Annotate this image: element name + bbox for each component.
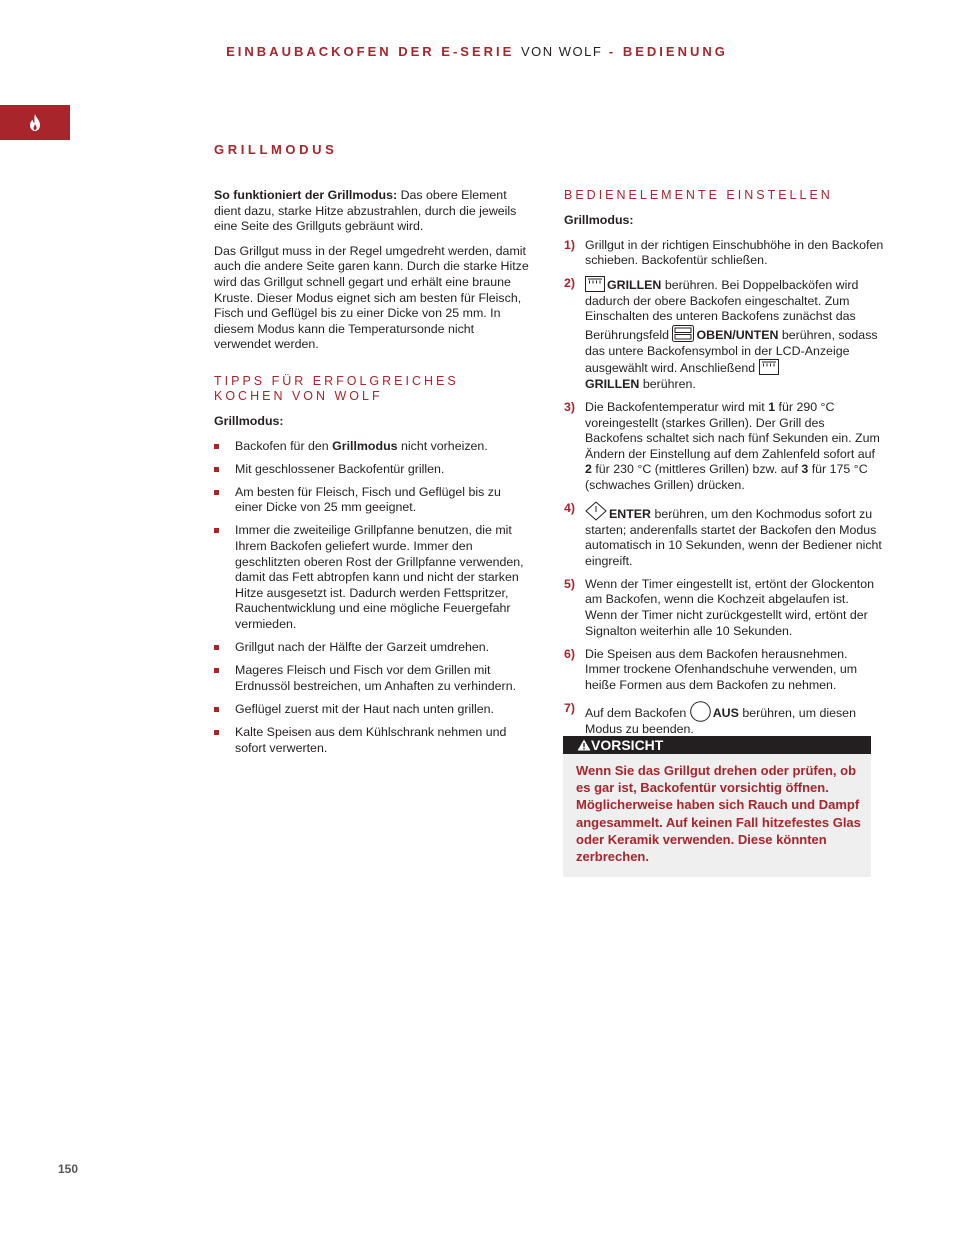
list-item — [214, 439, 530, 455]
step-text: Auf dem Backofen — [585, 706, 690, 721]
header-section: - BEDIENUNG — [608, 44, 728, 59]
step-text: für 175 °C (schwaches Grillen) drücken. — [585, 462, 868, 492]
tip-text: Grillgut nach der Hälfte der Garzeit umdrehen. — [235, 640, 490, 655]
step-text: berühren. — [639, 376, 696, 391]
bullet-square-icon — [214, 707, 219, 712]
tip-text: Kalte Speisen aus dem Kühlschrank nehmen und sofort verwerten. — [235, 724, 507, 755]
step-bold: ENTER — [609, 507, 651, 521]
broil-icon — [585, 276, 605, 292]
step-text: Grillgut in der richtigen Einschubhöhe in den Backofen schieben. Backofentür schließen. — [585, 237, 884, 268]
step-number: 3) — [564, 399, 576, 414]
list-item — [214, 485, 530, 516]
page-header — [0, 44, 954, 59]
tip-text: Mageres Fleisch und Fisch vor dem Grillen mit Erdnussöl bestreichen, um Anhaften zu verhindern. — [235, 663, 517, 693]
bullet-square-icon — [214, 645, 219, 650]
step-text: Wenn der Timer eingestellt ist, ertönt der Glockenton am Backofen, wenn die Kochzeit abgelaufen ist. Wenn der Timer nicht zurückgestellt wird, ertönt der Signalton weiterhin alle 10 Sekunden. — [585, 576, 875, 638]
tip-text: Mit geschlossener Backofentür grillen. — [235, 461, 445, 476]
step-number: 7) — [564, 701, 576, 716]
caution-box — [563, 736, 871, 877]
tip-text: Immer die zweiteilige Grillpfanne benutzen, die mit Ihrem Backofen geliefert wurde. Immer den geschlitzten oberen Rost der Grillpfanne verwenden, damit das Fett abtropfen kann und nicht der starken Hitze ausgesetzt ist. Dadurch werden Fettspritzer, Rauchentwicklung und eine mögliche Feuergefahr vermieden. — [235, 523, 524, 631]
broil-icon — [759, 359, 779, 375]
caution-title: VORSICHT — [591, 737, 664, 753]
upper-lower-oven-icon — [672, 325, 694, 342]
step-bold: 1 — [768, 399, 776, 414]
tip-text: Am besten für Fleisch, Fisch und Geflügel bis zu einer Dicke von 25 mm geeignet. — [235, 484, 501, 515]
tips-label: Grillmodus: — [214, 413, 284, 428]
intro-paragraph — [214, 188, 530, 235]
step-item — [564, 501, 884, 569]
step-item — [564, 647, 884, 694]
section-tab — [0, 105, 70, 140]
bullet-square-icon — [214, 730, 219, 735]
step-text: für 230 °C (mittleres Grillen) bzw. auf — [591, 462, 802, 477]
tips-heading: TIPPS FÜR ERFOLGREICHES KOCHEN VON WOLF — [214, 373, 459, 403]
step-bold: GRILLEN — [607, 278, 662, 293]
page-number: 150 — [58, 1162, 79, 1176]
list-item — [214, 523, 530, 632]
controls-heading: BEDIENELEMENTE EINSTELLEN — [564, 188, 833, 202]
left-column — [214, 188, 530, 764]
list-item — [214, 640, 530, 656]
step-text: berühren, sodass das untere Backofensymbol in der LCD-Anzeige ausgewählt wird. Anschließend — [585, 328, 878, 376]
list-item — [214, 462, 530, 478]
step-number: 2) — [564, 276, 576, 291]
bullet-square-icon — [214, 444, 219, 449]
step-number: 4) — [564, 501, 576, 515]
step-text: Die Backofentemperatur wird mit — [585, 399, 769, 414]
right-column — [564, 188, 884, 745]
step-bold: GRILLEN — [585, 376, 640, 391]
bullet-square-icon — [214, 668, 219, 673]
step-item — [564, 400, 884, 494]
step-bold: 3 — [801, 462, 809, 477]
off-circle-icon — [690, 701, 711, 722]
tip-text: Backofen für den — [235, 438, 333, 453]
step-item — [564, 276, 884, 392]
header-brand: VON WOLF — [520, 44, 603, 59]
tips-list — [214, 439, 530, 757]
step-text: berühren. Bei Doppelbacköfen wird dadurch der obere Backofen eingeschaltet. Zum Einschalten des unteren Backofens zunächst das Berührungsfeld — [585, 278, 859, 343]
step-text: für 290 °C voreingestellt (starkes Grillen). Der Grill des Backofens schaltet sich nach fünf Sekunden ein. Zum Ändern der Einstellung auf dem Zahlenfeld sofort auf — [585, 399, 880, 461]
step-text: Die Speisen aus dem Backofen herausnehmen. Immer trockene Ofenhandschuhe verwenden, um heiße Formen aus dem Backofen zu nehmen. — [585, 646, 858, 692]
step-bold: AUS — [712, 706, 739, 721]
step-item — [564, 577, 884, 639]
step-number: 5) — [564, 576, 576, 591]
list-item — [214, 702, 530, 718]
description-paragraph: Das Grillgut muss in der Regel umgedreht werden, damit auch die andere Seite garen kann. Durch die starke Hitze wird das Grillgut schnell gegart und erhält eine braune Kruste. Dieser Modus eignet sich am besten für Fleisch, Fisch und Geflügel bis zu einer Dicke von 25 mm. In diesem Modus kann die Temperatursonde nicht verwendet werden. — [214, 243, 529, 352]
controls-label: Grillmodus: — [564, 213, 634, 227]
steps-list — [564, 238, 884, 738]
step-number: 6) — [564, 646, 576, 661]
caution-header — [563, 736, 871, 754]
tip-text: Geflügel zuerst mit der Haut nach unten grillen. — [235, 701, 494, 716]
step-item — [564, 238, 884, 269]
list-item — [214, 725, 530, 756]
step-bold: OBEN/UNTEN — [696, 328, 779, 343]
step-text: berühren, um den Kochmodus sofort zu starten; anderenfalls startet der Backofen den Modus automatisch in 10 Sekunden, wenn der Bediener nicht eingreift. — [585, 507, 882, 568]
step-bold: 2 — [585, 462, 592, 477]
intro-bold: So funktioniert der Grillmodus: — [214, 188, 398, 202]
section-title: GRILLMODUS — [214, 142, 338, 157]
tip-text: nicht vorheizen. — [397, 438, 488, 453]
header-product: EINBAUBACKOFEN DER E-SERIE — [226, 44, 515, 59]
bullet-square-icon — [214, 467, 219, 472]
flame-icon — [28, 114, 42, 131]
caution-text: Wenn Sie das Grillgut drehen oder prüfen, ob es gar ist, Backofentür vorsichtig öffnen. Möglicherweise haben sich Rauch und Dampf angesammelt. Auf keinen Fall hitzefestes Glas oder Keramik verwenden. Diese könnten zerbrechen. — [576, 763, 861, 865]
intro-text: Das obere Element dient dazu, starke Hitze abzustrahlen, durch die jeweils eine Seite des Grillguts gebräunt wird. — [214, 188, 517, 234]
warning-triangle-icon — [577, 739, 591, 751]
enter-diamond-icon — [585, 501, 607, 521]
step-number: 1) — [564, 237, 576, 252]
bullet-square-icon — [214, 490, 219, 495]
step-text: berühren, um diesen Modus zu beenden. — [585, 706, 856, 737]
step-item — [564, 701, 884, 738]
bullet-square-icon — [214, 528, 219, 533]
list-item — [214, 663, 530, 694]
tip-bold: Grillmodus — [332, 438, 398, 453]
